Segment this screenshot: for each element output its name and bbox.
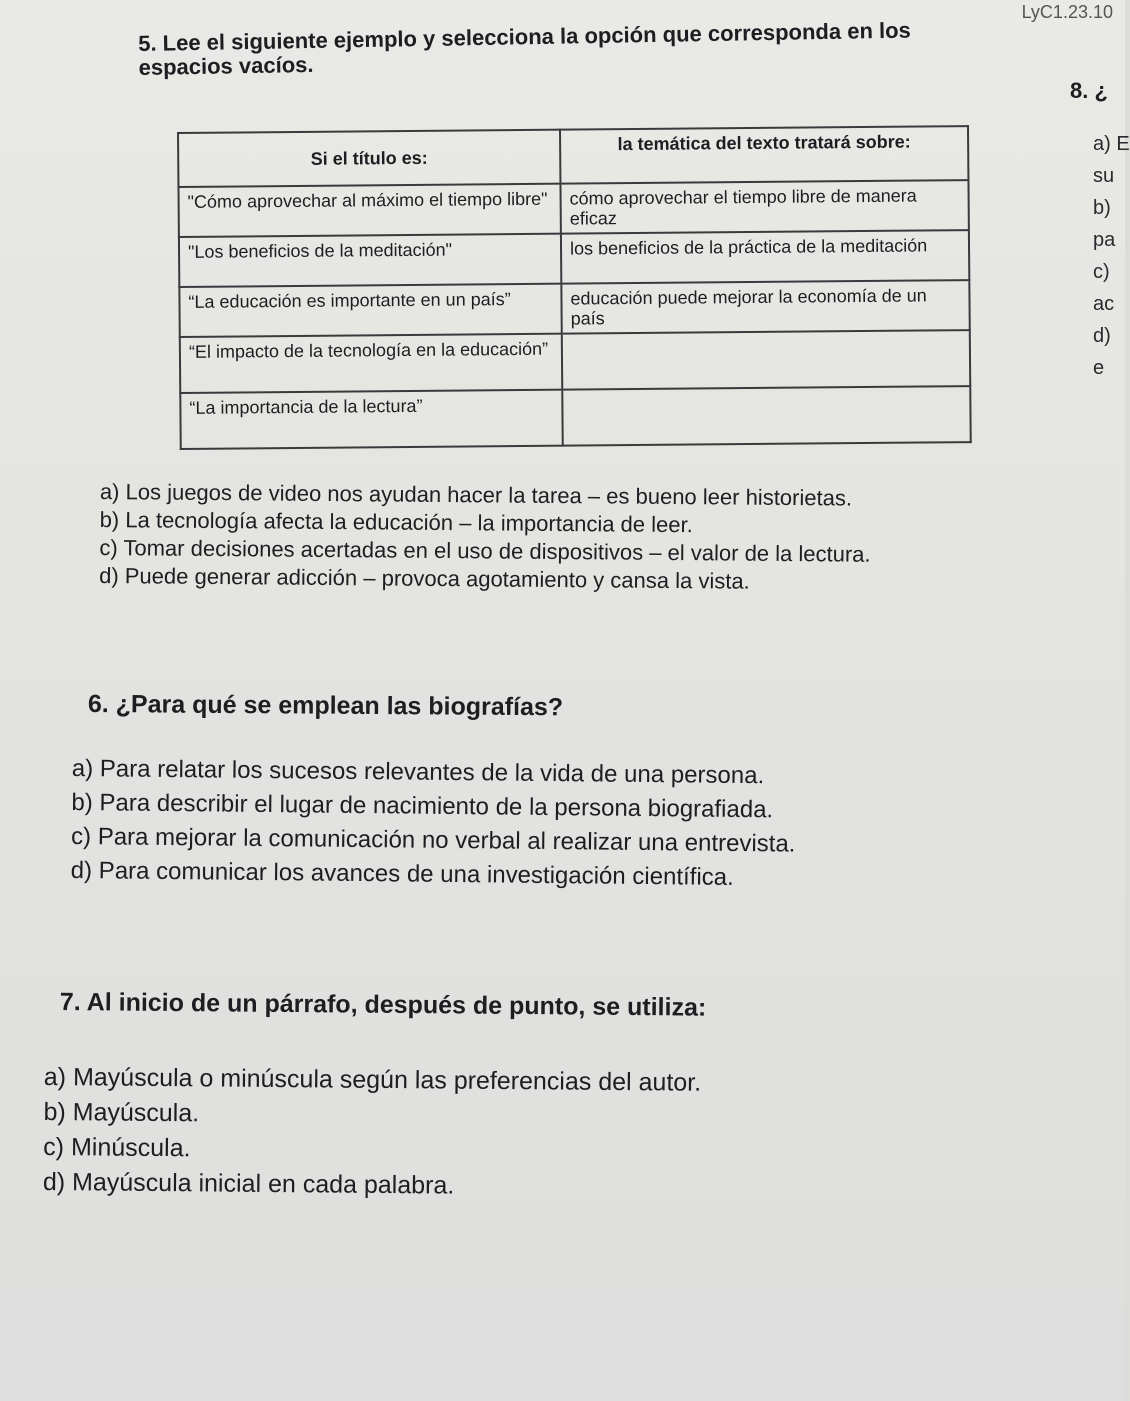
- table-cell-topic: cómo aprovechar el tiempo libre de manera eficaz: [560, 180, 968, 234]
- q8-fragment: b): [1093, 197, 1111, 219]
- answer-option[interactable]: b) Para describir el lugar de nacimiento de la persona biografiada.: [71, 788, 774, 824]
- table-cell-title: “La educación es importante en un país”: [179, 284, 561, 337]
- example-table: [177, 125, 972, 450]
- answer-option[interactable]: c) Para mejorar la comunicación no verbal al realizar una entrevista.: [70, 822, 796, 858]
- q8-fragment: su: [1093, 165, 1115, 187]
- table-cell-title: "Los beneficios de la meditación": [179, 234, 561, 287]
- table-row: [178, 180, 968, 237]
- table-header-title: Si el título es:: [178, 130, 560, 187]
- page-code: LyC1.23.10: [1021, 2, 1113, 22]
- table-cell-title: “El impacto de la tecnología en la educación”: [180, 334, 562, 393]
- answer-option[interactable]: a) Para relatar los sucesos relevantes de la vida de una persona.: [71, 754, 765, 790]
- question-8-options-partial: [1093, 128, 1130, 384]
- question-6-options: [71, 752, 797, 896]
- question-6-title: 6. ¿Para qué se emplean las biografías?: [87, 690, 564, 722]
- question-8-title-partial: 8. ¿: [1070, 78, 1108, 103]
- answer-option[interactable]: a) Los juegos de video nos ayudan hacer la tarea – es bueno leer historietas.: [99, 478, 853, 511]
- table-row: [179, 230, 969, 287]
- q8-fragment: c): [1093, 261, 1110, 283]
- question-7-options: [43, 1060, 702, 1206]
- q8-fragment: a) E: [1093, 133, 1130, 155]
- answer-option[interactable]: d) Mayúscula inicial en cada palabra.: [42, 1167, 455, 1200]
- answer-option[interactable]: b) Mayúscula.: [43, 1097, 200, 1128]
- table-header-topic: la temática del texto tratará sobre:: [560, 126, 968, 184]
- answer-option[interactable]: a) Mayúscula o minúscula según las preferencias del autor.: [43, 1062, 702, 1097]
- table-header-row: [178, 126, 968, 187]
- answer-option[interactable]: b) La tecnología afecta la educación – la importancia de leer.: [99, 506, 693, 538]
- answer-option[interactable]: c) Minúscula.: [43, 1132, 191, 1163]
- question-5-title-line1: 5. Lee el siguiente ejemplo y selecciona la opción que corresponda en los: [137, 17, 911, 56]
- question-5-title: [138, 16, 1059, 80]
- table-row: [180, 386, 970, 449]
- table-cell-topic-blank: [562, 386, 970, 446]
- q8-fragment: pa: [1093, 229, 1116, 251]
- table-cell-title: "Cómo aprovechar al máximo el tiempo libre": [178, 184, 560, 237]
- question-5-options: [99, 478, 871, 597]
- table-cell-topic: educación puede mejorar la economía de un país: [561, 280, 969, 334]
- question-5-title-line2: espacios vacíos.: [138, 51, 314, 80]
- answer-option[interactable]: c) Tomar decisiones acertadas en el uso de dispositivos – el valor de la lectura.: [99, 534, 871, 567]
- q8-fragment: d): [1093, 325, 1111, 347]
- table-cell-title: “La importancia de la lectura”: [180, 390, 562, 449]
- table-row: [179, 280, 969, 337]
- q8-fragment: e: [1093, 357, 1105, 379]
- table-row: [180, 330, 970, 393]
- q8-fragment: ac: [1093, 293, 1115, 315]
- answer-option[interactable]: d) Para comunicar los avances de una investigación científica.: [70, 856, 734, 891]
- table-cell-topic-blank: [562, 330, 970, 390]
- answer-option[interactable]: d) Puede generar adicción – provoca agotamiento y cansa la vista.: [99, 562, 750, 594]
- table-cell-topic: los beneficios de la práctica de la meditación: [561, 230, 969, 284]
- question-7-title: 7. Al inicio de un párrafo, después de punto, se utiliza:: [59, 988, 707, 1022]
